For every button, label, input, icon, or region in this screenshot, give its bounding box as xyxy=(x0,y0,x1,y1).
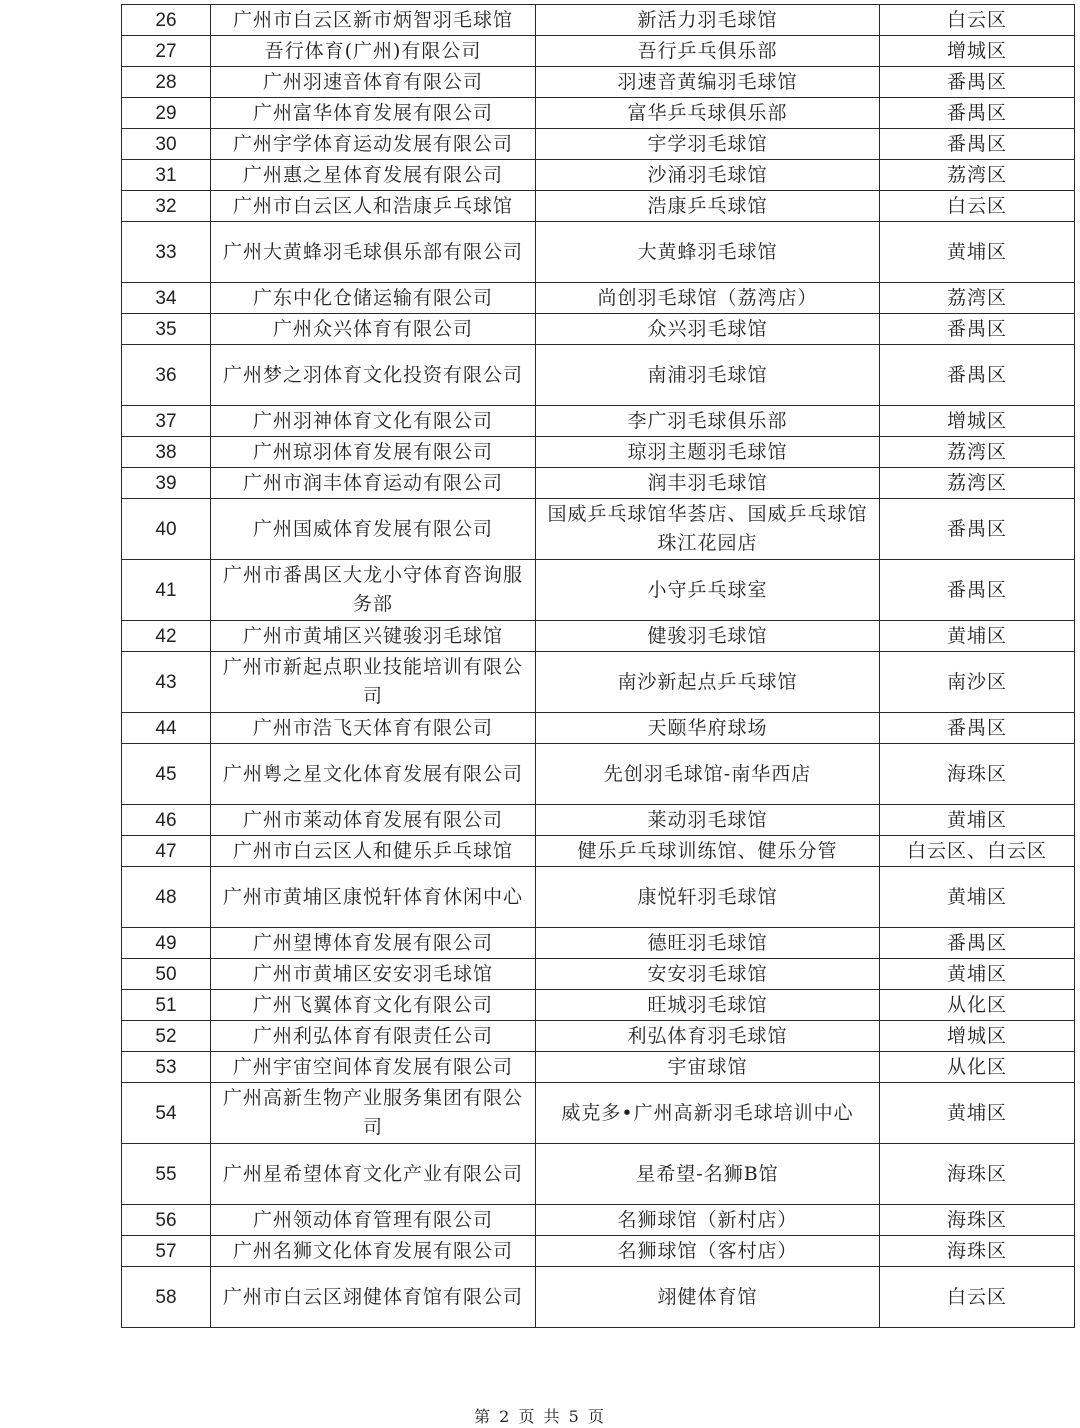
district-cell: 荔湾区 xyxy=(880,468,1075,499)
company-name-cell: 广州市白云区人和浩康乒乓球馆 xyxy=(211,191,536,222)
table-row xyxy=(122,98,1075,129)
venue-name-cell: 新活力羽毛球馆 xyxy=(536,5,880,36)
company-name-cell: 广州宇学体育运动发展有限公司 xyxy=(211,129,536,160)
venue-name-cell: 琼羽主题羽毛球馆 xyxy=(536,437,880,468)
row-number-cell: 30 xyxy=(122,129,211,160)
district-cell: 黄埔区 xyxy=(880,959,1075,990)
row-number-cell: 56 xyxy=(122,1205,211,1236)
row-number-cell: 50 xyxy=(122,959,211,990)
table-row xyxy=(122,468,1075,499)
venue-name-cell: 小守乒乓球室 xyxy=(536,560,880,621)
company-name-cell: 广州市浩飞天体育有限公司 xyxy=(211,713,536,744)
district-cell: 海珠区 xyxy=(880,1236,1075,1267)
row-number-cell: 37 xyxy=(122,406,211,437)
venue-name-cell: 南沙新起点乒乓球馆 xyxy=(536,652,880,713)
district-cell: 黄埔区 xyxy=(880,805,1075,836)
row-number-cell: 47 xyxy=(122,836,211,867)
district-cell: 黄埔区 xyxy=(880,222,1075,283)
district-cell: 荔湾区 xyxy=(880,283,1075,314)
table-row xyxy=(122,836,1075,867)
company-name-cell: 广州粤之星文化体育发展有限公司 xyxy=(211,744,536,805)
table-body xyxy=(122,5,1075,1328)
table-row xyxy=(122,191,1075,222)
venue-name-cell: 安安羽毛球馆 xyxy=(536,959,880,990)
table-row xyxy=(122,1267,1075,1328)
district-cell: 增城区 xyxy=(880,36,1075,67)
district-cell: 从化区 xyxy=(880,990,1075,1021)
company-name-cell: 广州宇宙空间体育发展有限公司 xyxy=(211,1052,536,1083)
table-row xyxy=(122,652,1075,713)
company-name-cell: 广州市番禺区大龙小守体育咨询服务部 xyxy=(211,560,536,621)
company-name-cell: 广州市莱动体育发展有限公司 xyxy=(211,805,536,836)
district-cell: 白云区、白云区 xyxy=(880,836,1075,867)
table-row xyxy=(122,5,1075,36)
row-number-cell: 48 xyxy=(122,867,211,928)
venue-name-cell: 众兴羽毛球馆 xyxy=(536,314,880,345)
district-cell: 番禺区 xyxy=(880,928,1075,959)
venue-table xyxy=(121,4,1075,1328)
venue-name-cell: 威克多•广州高新羽毛球培训中心 xyxy=(536,1083,880,1144)
company-name-cell: 广州琼羽体育发展有限公司 xyxy=(211,437,536,468)
venue-name-cell: 润丰羽毛球馆 xyxy=(536,468,880,499)
venue-name-cell: 康悦轩羽毛球馆 xyxy=(536,867,880,928)
row-number-cell: 46 xyxy=(122,805,211,836)
company-name-cell: 吾行体育(广州)有限公司 xyxy=(211,36,536,67)
district-cell: 海珠区 xyxy=(880,1144,1075,1205)
company-name-cell: 广州羽速音体育有限公司 xyxy=(211,67,536,98)
district-cell: 南沙区 xyxy=(880,652,1075,713)
venue-name-cell: 星希望-名狮B馆 xyxy=(536,1144,880,1205)
row-number-cell: 31 xyxy=(122,160,211,191)
row-number-cell: 55 xyxy=(122,1144,211,1205)
district-cell: 番禺区 xyxy=(880,67,1075,98)
company-name-cell: 广州市黄埔区安安羽毛球馆 xyxy=(211,959,536,990)
venue-name-cell: 国威乒乓球馆华荟店、国威乒乓球馆珠江花园店 xyxy=(536,499,880,560)
table-row xyxy=(122,314,1075,345)
district-cell: 番禺区 xyxy=(880,713,1075,744)
table-row xyxy=(122,959,1075,990)
company-name-cell: 广州羽神体育文化有限公司 xyxy=(211,406,536,437)
venue-name-cell: 旺城羽毛球馆 xyxy=(536,990,880,1021)
district-cell: 番禺区 xyxy=(880,345,1075,406)
district-cell: 白云区 xyxy=(880,1267,1075,1328)
district-cell: 白云区 xyxy=(880,5,1075,36)
table-row xyxy=(122,283,1075,314)
table-row xyxy=(122,437,1075,468)
district-cell: 从化区 xyxy=(880,1052,1075,1083)
venue-name-cell: 健乐乒乓球训练馆、健乐分管 xyxy=(536,836,880,867)
table-row xyxy=(122,345,1075,406)
table-row xyxy=(122,1144,1075,1205)
table-row xyxy=(122,1052,1075,1083)
venue-name-cell: 浩康乒乓球馆 xyxy=(536,191,880,222)
row-number-cell: 41 xyxy=(122,560,211,621)
venue-name-cell: 健骏羽毛球馆 xyxy=(536,621,880,652)
venue-name-cell: 富华乒乓球俱乐部 xyxy=(536,98,880,129)
district-cell: 海珠区 xyxy=(880,744,1075,805)
venue-name-cell: 宇学羽毛球馆 xyxy=(536,129,880,160)
row-number-cell: 51 xyxy=(122,990,211,1021)
row-number-cell: 38 xyxy=(122,437,211,468)
row-number-cell: 58 xyxy=(122,1267,211,1328)
table-row xyxy=(122,129,1075,160)
district-cell: 增城区 xyxy=(880,1021,1075,1052)
company-name-cell: 广州望博体育发展有限公司 xyxy=(211,928,536,959)
table-row xyxy=(122,1083,1075,1144)
venue-name-cell: 李广羽毛球俱乐部 xyxy=(536,406,880,437)
venue-name-cell: 翊健体育馆 xyxy=(536,1267,880,1328)
district-cell: 番禺区 xyxy=(880,98,1075,129)
table-row xyxy=(122,805,1075,836)
row-number-cell: 34 xyxy=(122,283,211,314)
table-row xyxy=(122,928,1075,959)
company-name-cell: 广东中化仓储运输有限公司 xyxy=(211,283,536,314)
table-row xyxy=(122,1205,1075,1236)
row-number-cell: 26 xyxy=(122,5,211,36)
district-cell: 海珠区 xyxy=(880,1205,1075,1236)
company-name-cell: 广州高新生物产业服务集团有限公司 xyxy=(211,1083,536,1144)
table-row xyxy=(122,222,1075,283)
venue-name-cell: 南浦羽毛球馆 xyxy=(536,345,880,406)
row-number-cell: 32 xyxy=(122,191,211,222)
district-cell: 番禺区 xyxy=(880,499,1075,560)
district-cell: 黄埔区 xyxy=(880,867,1075,928)
row-number-cell: 52 xyxy=(122,1021,211,1052)
row-number-cell: 54 xyxy=(122,1083,211,1144)
table-row xyxy=(122,744,1075,805)
row-number-cell: 35 xyxy=(122,314,211,345)
company-name-cell: 广州市润丰体育运动有限公司 xyxy=(211,468,536,499)
venue-name-cell: 尚创羽毛球馆（荔湾店） xyxy=(536,283,880,314)
company-name-cell: 广州领动体育管理有限公司 xyxy=(211,1205,536,1236)
venue-name-cell: 大黄蜂羽毛球馆 xyxy=(536,222,880,283)
table-row xyxy=(122,67,1075,98)
district-cell: 白云区 xyxy=(880,191,1075,222)
page-number-footer: 第 2 页 共 5 页 xyxy=(474,1407,606,1426)
row-number-cell: 33 xyxy=(122,222,211,283)
row-number-cell: 39 xyxy=(122,468,211,499)
district-cell: 番禺区 xyxy=(880,129,1075,160)
company-name-cell: 广州梦之羽体育文化投资有限公司 xyxy=(211,345,536,406)
venue-name-cell: 吾行乒乓俱乐部 xyxy=(536,36,880,67)
table-row xyxy=(122,499,1075,560)
company-name-cell: 广州惠之星体育发展有限公司 xyxy=(211,160,536,191)
venue-name-cell: 沙涌羽毛球馆 xyxy=(536,160,880,191)
table-row xyxy=(122,867,1075,928)
venue-name-cell: 天颐华府球场 xyxy=(536,713,880,744)
table-row xyxy=(122,406,1075,437)
table-row xyxy=(122,713,1075,744)
venue-name-cell: 德旺羽毛球馆 xyxy=(536,928,880,959)
district-cell: 黄埔区 xyxy=(880,1083,1075,1144)
table-row xyxy=(122,1236,1075,1267)
venue-name-cell: 利弘体育羽毛球馆 xyxy=(536,1021,880,1052)
district-cell: 荔湾区 xyxy=(880,160,1075,191)
row-number-cell: 57 xyxy=(122,1236,211,1267)
row-number-cell: 42 xyxy=(122,621,211,652)
row-number-cell: 49 xyxy=(122,928,211,959)
table-row xyxy=(122,990,1075,1021)
row-number-cell: 36 xyxy=(122,345,211,406)
table-row xyxy=(122,621,1075,652)
company-name-cell: 广州星希望体育文化产业有限公司 xyxy=(211,1144,536,1205)
company-name-cell: 广州名狮文化体育发展有限公司 xyxy=(211,1236,536,1267)
row-number-cell: 53 xyxy=(122,1052,211,1083)
company-name-cell: 广州富华体育发展有限公司 xyxy=(211,98,536,129)
company-name-cell: 广州市白云区人和健乐乒乓球馆 xyxy=(211,836,536,867)
table-row xyxy=(122,560,1075,621)
district-cell: 番禺区 xyxy=(880,314,1075,345)
district-cell: 黄埔区 xyxy=(880,621,1075,652)
district-cell: 番禺区 xyxy=(880,560,1075,621)
company-name-cell: 广州市白云区新市炳智羽毛球馆 xyxy=(211,5,536,36)
venue-name-cell: 羽速音黄编羽毛球馆 xyxy=(536,67,880,98)
row-number-cell: 29 xyxy=(122,98,211,129)
row-number-cell: 40 xyxy=(122,499,211,560)
company-name-cell: 广州大黄蜂羽毛球俱乐部有限公司 xyxy=(211,222,536,283)
row-number-cell: 28 xyxy=(122,67,211,98)
company-name-cell: 广州众兴体育有限公司 xyxy=(211,314,536,345)
row-number-cell: 43 xyxy=(122,652,211,713)
table-row xyxy=(122,1021,1075,1052)
venue-name-cell: 莱动羽毛球馆 xyxy=(536,805,880,836)
row-number-cell: 27 xyxy=(122,36,211,67)
company-name-cell: 广州市白云区翊健体育馆有限公司 xyxy=(211,1267,536,1328)
row-number-cell: 45 xyxy=(122,744,211,805)
company-name-cell: 广州市黄埔区兴键骏羽毛球馆 xyxy=(211,621,536,652)
venue-name-cell: 先创羽毛球馆-南华西店 xyxy=(536,744,880,805)
table-row xyxy=(122,160,1075,191)
district-cell: 荔湾区 xyxy=(880,437,1075,468)
company-name-cell: 广州市黄埔区康悦轩体育休闲中心 xyxy=(211,867,536,928)
row-number-cell: 44 xyxy=(122,713,211,744)
venue-name-cell: 名狮球馆（客村店） xyxy=(536,1236,880,1267)
venue-name-cell: 名狮球馆（新村店） xyxy=(536,1205,880,1236)
company-name-cell: 广州市新起点职业技能培训有限公司 xyxy=(211,652,536,713)
district-cell: 增城区 xyxy=(880,406,1075,437)
table-row xyxy=(122,36,1075,67)
company-name-cell: 广州国威体育发展有限公司 xyxy=(211,499,536,560)
company-name-cell: 广州飞翼体育文化有限公司 xyxy=(211,990,536,1021)
company-name-cell: 广州利弘体育有限责任公司 xyxy=(211,1021,536,1052)
venue-name-cell: 宇宙球馆 xyxy=(536,1052,880,1083)
